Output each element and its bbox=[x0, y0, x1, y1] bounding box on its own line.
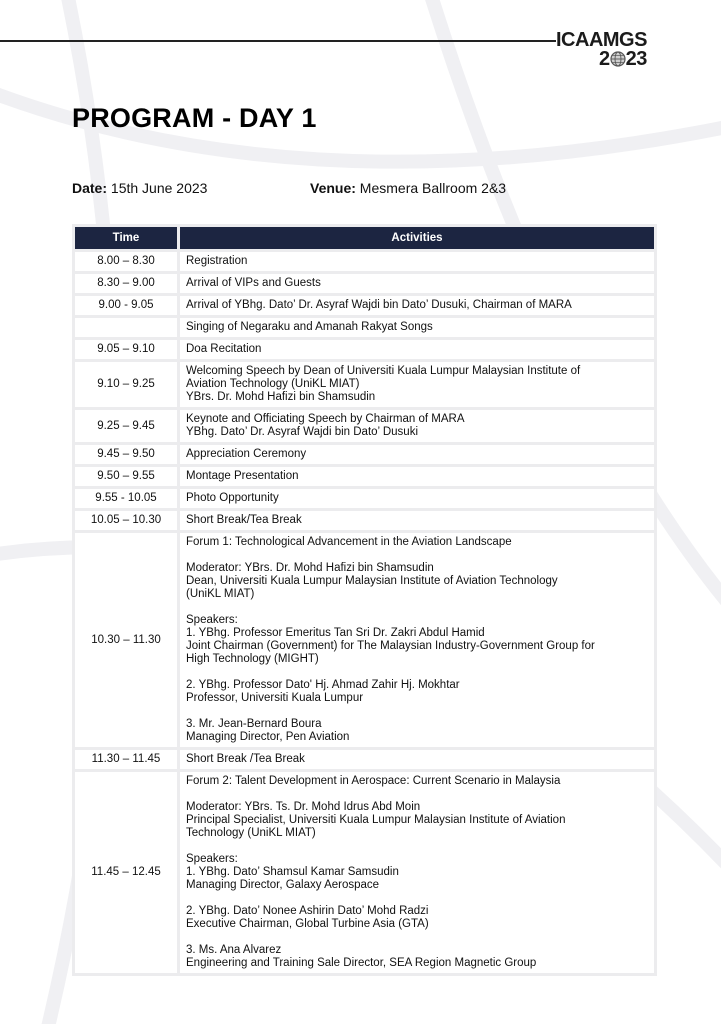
page-title: PROGRAM - DAY 1 bbox=[72, 103, 317, 133]
activity-line: Technology (UniKL MIAT) bbox=[186, 827, 316, 839]
globe-icon bbox=[610, 51, 626, 67]
activity-line: Moderator: YBrs. Ts. Dr. Mohd Idrus Abd Moin bbox=[186, 801, 421, 813]
table-row bbox=[75, 445, 654, 464]
activity-line: Arrival of VIPs and Guests bbox=[186, 277, 321, 289]
program-table bbox=[72, 224, 657, 976]
activity-line: Welcoming Speech by Dean of Universiti Kuala Lumpur Malaysian Institute of bbox=[186, 365, 581, 377]
time-cell: 9.05 – 9.10 bbox=[75, 340, 177, 359]
activity-line: Managing Director, Pen Aviation bbox=[186, 731, 350, 743]
time-cell: 9.25 – 9.45 bbox=[75, 410, 177, 442]
activity-line: 2. YBhg. Professor Dato' Hj. Ahmad Zahir Hj. Mokhtar bbox=[186, 679, 460, 691]
paragraph-gap bbox=[186, 549, 648, 562]
time-cell: 8.30 – 9.00 bbox=[75, 274, 177, 293]
activity-line: 1. YBhg. Dato’ Shamsul Kamar Samsudin bbox=[186, 866, 399, 878]
activity-line: Arrival of YBhg. Dato’ Dr. Asyraf Wajdi bin Dato’ Dusuki, Chairman of MARA bbox=[186, 299, 572, 311]
activity-line: Engineering and Training Sale Director, SEA Region Magnetic Group bbox=[186, 957, 537, 969]
activity-cell bbox=[180, 362, 654, 407]
paragraph-gap bbox=[186, 892, 648, 905]
time-cell: 9.55 - 10.05 bbox=[75, 489, 177, 508]
table-row bbox=[75, 750, 654, 769]
table-row bbox=[75, 533, 654, 747]
logo-text: ICAAMGS bbox=[556, 29, 647, 51]
activity-line: Executive Chairman, Global Turbine Asia (GTA) bbox=[186, 918, 429, 930]
activity-cell bbox=[180, 750, 654, 769]
activity-cell bbox=[180, 511, 654, 530]
activity-line: Moderator: YBrs. Dr. Mohd Hafizi bin Shamsudin bbox=[186, 562, 434, 574]
activity-line: Photo Opportunity bbox=[186, 492, 279, 504]
activity-line: Managing Director, Galaxy Aerospace bbox=[186, 879, 380, 891]
time-cell: 8.00 – 8.30 bbox=[75, 252, 177, 271]
time-cell: 11.45 – 12.45 bbox=[75, 772, 177, 973]
event-date: Date: 15th June 2023 bbox=[72, 180, 208, 196]
paragraph-gap bbox=[186, 601, 648, 614]
activity-line: Singing of Negaraku and Amanah Rakyat Songs bbox=[186, 321, 433, 333]
activity-cell bbox=[180, 533, 654, 747]
activity-cell bbox=[180, 489, 654, 508]
activity-line: Short Break/Tea Break bbox=[186, 514, 302, 526]
program-table-body bbox=[75, 252, 654, 973]
activity-line: Joint Chairman (Government) for The Malaysian Industry-Government Group for bbox=[186, 640, 595, 652]
paragraph-gap bbox=[186, 666, 648, 679]
activity-cell bbox=[180, 252, 654, 271]
time-column-header: Time bbox=[75, 227, 177, 249]
table-row bbox=[75, 511, 654, 530]
table-header-row bbox=[75, 227, 654, 249]
activity-line: Short Break /Tea Break bbox=[186, 753, 305, 765]
table-row bbox=[75, 340, 654, 359]
table-row bbox=[75, 296, 654, 315]
activity-cell bbox=[180, 340, 654, 359]
activity-cell bbox=[180, 445, 654, 464]
table-row bbox=[75, 318, 654, 337]
paragraph-gap bbox=[186, 788, 648, 801]
activity-line: Montage Presentation bbox=[186, 470, 299, 482]
activity-line: (UniKL MIAT) bbox=[186, 588, 255, 600]
activity-line: Forum 1: Technological Advancement in the Aviation Landscape bbox=[186, 536, 512, 548]
table-row bbox=[75, 274, 654, 293]
activity-cell bbox=[180, 410, 654, 442]
activity-line: 2. YBhg. Dato’ Nonee Ashirin Dato’ Mohd Radzi bbox=[186, 905, 429, 917]
table-row bbox=[75, 467, 654, 486]
time-cell: 9.10 – 9.25 bbox=[75, 362, 177, 407]
time-cell: 10.05 – 10.30 bbox=[75, 511, 177, 530]
table-row bbox=[75, 772, 654, 973]
activity-line: Registration bbox=[186, 255, 248, 267]
activity-line: Professor, Universiti Kuala Lumpur bbox=[186, 692, 364, 704]
paragraph-gap bbox=[186, 840, 648, 853]
table-row bbox=[75, 489, 654, 508]
activity-cell bbox=[180, 274, 654, 293]
time-cell: 9.45 – 9.50 bbox=[75, 445, 177, 464]
activity-line: Speakers: bbox=[186, 853, 238, 865]
activity-line: YBrs. Dr. Mohd Hafizi bin Shamsudin bbox=[186, 391, 376, 403]
activity-cell bbox=[180, 772, 654, 973]
activity-cell bbox=[180, 318, 654, 337]
time-cell: 9.50 – 9.55 bbox=[75, 467, 177, 486]
activity-cell bbox=[180, 296, 654, 315]
activity-line: Forum 2: Talent Development in Aerospace: Current Scenario in Malaysia bbox=[186, 775, 561, 787]
time-cell bbox=[75, 318, 177, 337]
activity-cell bbox=[180, 467, 654, 486]
table-row bbox=[75, 252, 654, 271]
activity-line: 3. Ms. Ana Alvarez bbox=[186, 944, 282, 956]
paragraph-gap bbox=[186, 705, 648, 718]
activity-line: YBhg. Dato’ Dr. Asyraf Wajdi bin Dato’ Dusuki bbox=[186, 426, 419, 438]
event-venue: Venue: Mesmera Ballroom 2&3 bbox=[310, 180, 507, 196]
activities-column-header: Activities bbox=[180, 227, 654, 249]
activity-line: Speakers: bbox=[186, 614, 238, 626]
activity-line: Keynote and Officiating Speech by Chairman of MARA bbox=[186, 413, 465, 425]
activity-line: Doa Recitation bbox=[186, 343, 262, 355]
activity-line: Aviation Technology (UniKL MIAT) bbox=[186, 378, 360, 390]
activity-line: 1. YBhg. Professor Emeritus Tan Sri Dr. Zakri Abdul Hamid bbox=[186, 627, 485, 639]
table-row bbox=[75, 362, 654, 407]
header-rule bbox=[0, 40, 556, 42]
time-cell: 11.30 – 11.45 bbox=[75, 750, 177, 769]
logo-year: 2 23 bbox=[599, 48, 647, 70]
activity-line: Dean, Universiti Kuala Lumpur Malaysian Institute of Aviation Technology bbox=[186, 575, 558, 587]
paragraph-gap bbox=[186, 931, 648, 944]
event-logo bbox=[556, 30, 666, 72]
time-cell: 9.00 - 9.05 bbox=[75, 296, 177, 315]
time-cell: 10.30 – 11.30 bbox=[75, 533, 177, 747]
activity-line: Appreciation Ceremony bbox=[186, 448, 307, 460]
activity-line: High Technology (MIGHT) bbox=[186, 653, 319, 665]
activity-line: 3. Mr. Jean-Bernard Boura bbox=[186, 718, 322, 730]
activity-line: Principal Specialist, Universiti Kuala Lumpur Malaysian Institute of Aviation bbox=[186, 814, 566, 826]
table-row bbox=[75, 410, 654, 442]
